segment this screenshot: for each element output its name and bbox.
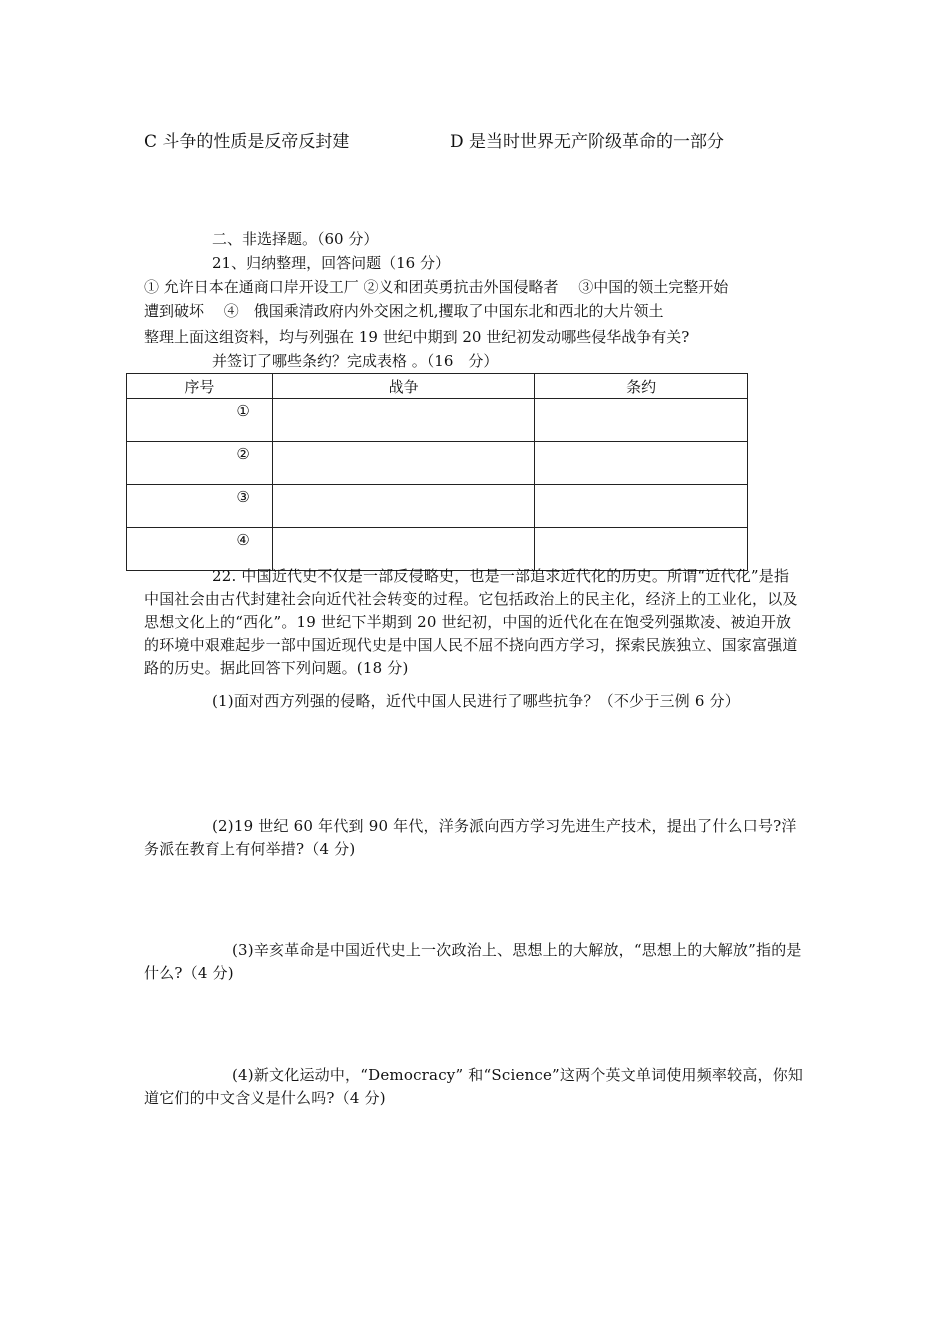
war-answer-cell[interactable]: [272, 399, 535, 442]
row-index: ②: [127, 442, 273, 485]
war-answer-cell[interactable]: [272, 442, 535, 485]
q22-intro: 22. 中国近代史不仅是一部反侵略史，也是一部追求近代化的历史。所谓“近代化”是指中国社会由古代封建社会向近代社会转变的过程。它包括政治上的民主化，经济上的工业化，以及思想文化上的“西化”。19 世纪下半期到 20 世纪初，中国的近代化在在饱受列强欺凌、被迫开放的环境中艰难起步一部中国近现代史是中国人民不屈不挠向西方学习，探索民族独立、国家富强道路的历史。据此回答下列问题。(18 分): [144, 567, 798, 677]
q21-question-line1: 整理上面这组资料，均与列强在 19 世纪中期到 20 世纪初发动哪些侵华战争有关?: [144, 328, 690, 346]
q21-material-line2: 遭到破坏 ④ 俄国乘清政府内外交困之机,攫取了中国东北和西北的大片领土: [144, 302, 664, 320]
q22-sub1: (1)面对西方列强的侵略，近代中国人民进行了哪些抗争？（不少于三例 6 分）: [212, 692, 740, 710]
row-index: ①: [127, 399, 273, 442]
section-title: 二、非选择题。（60 分）: [212, 230, 379, 248]
option-c: C 斗争的性质是反帝反封建: [144, 132, 350, 152]
header-index: 序号: [127, 374, 273, 399]
q22-sub3: (3)辛亥革命是中国近代史上一次政治上、思想上的大解放，“思想上的大解放”指的是什么?（4 分): [144, 941, 802, 982]
row-index: ③: [127, 485, 273, 528]
table-header-row: [127, 374, 748, 399]
option-d: D 是当时世界无产阶级革命的一部分: [450, 132, 725, 152]
table-row: [127, 442, 748, 485]
q22-sub2: (2)19 世纪 60 年代到 90 年代，洋务派向西方学习先进生产技术，提出了什么口号?洋务派在教育上有何举措?（4 分): [144, 817, 797, 858]
row-index: ④: [127, 528, 273, 571]
q21-title: 21、归纳整理，回答问题（16 分）: [212, 254, 450, 272]
q21-material-line1: ① 允许日本在通商口岸开设工厂 ②义和团英勇抗击外国侵略者 ③中国的领土完整开始: [144, 278, 729, 296]
header-war: 战争: [272, 374, 535, 399]
table-row: [127, 399, 748, 442]
q21-answer-table: [126, 373, 748, 571]
header-treaty: 条约: [535, 374, 748, 399]
table-row: [127, 485, 748, 528]
treaty-answer-cell[interactable]: [535, 485, 748, 528]
q21-question-line2: 并签订了哪些条约？完成表格 。（16 分）: [212, 352, 499, 370]
treaty-answer-cell[interactable]: [535, 442, 748, 485]
war-answer-cell[interactable]: [272, 485, 535, 528]
treaty-answer-cell[interactable]: [535, 399, 748, 442]
q22-sub4: (4)新文化运动中，“Democracy” 和“Science”这两个英文单词使用频率较高，你知道它们的中文含义是什么吗?（4 分): [144, 1066, 804, 1107]
